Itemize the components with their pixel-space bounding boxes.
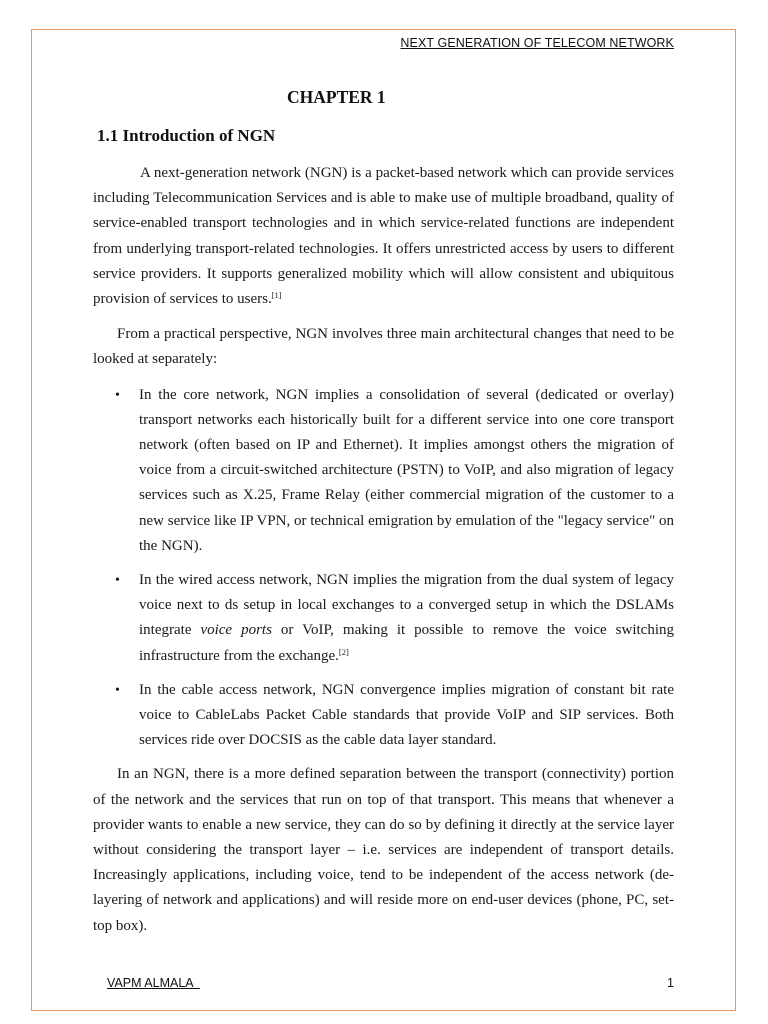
voice-ports-emphasis: voice ports — [200, 622, 272, 639]
bullet-marker: • — [115, 682, 120, 698]
running-header: NEXT GENERATION OF TELECOM NETWORK — [400, 36, 674, 50]
list-item — [93, 568, 674, 669]
intro-text: A next-generation network (NGN) is a packet-based network which can provide services including Telecommunication Services and is able to make use of multiple broadband, quality of service-enabled transport technologies and in which service-related functions are independent from underlying transport-related technologies. It offers unrestricted access by users to different service providers. It supports generalized mobility which will allow consistent and ubiquitous provision of services to users. — [93, 165, 674, 308]
list-item — [93, 383, 674, 559]
practical-paragraph: From a practical perspective, NGN involves three main architectural changes that need to be looked at separately: — [93, 326, 674, 368]
core-network-text: In the core network, NGN implies a consolidation of several (dedicated or overlay) transport networks each historically built for a different service into one core transport network (often based on IP and Ethernet). It implies amongst others the migration of voice from a circuit-switched architecture (PSTN) to VoIP, and also migration of legacy services such as X.25, Frame Relay (either commercial migration of the customer to a new service like IP VPN, or technical emigration by emulation of the "legacy service" on the NGN). — [139, 386, 674, 554]
intro-paragraph — [93, 161, 674, 312]
architecture-changes-list — [93, 383, 674, 754]
section-heading: 1.1 Introduction of NGN — [97, 126, 276, 145]
wired-access-text: In the wired access network, NGN implies the migration from the dual system of legacy voice next to ds setup in local exchanges to a converged setup in which the DSLAMs integrate — [139, 572, 674, 639]
citation-ref-1[interactable]: [1] — [271, 290, 282, 301]
separation-paragraph: In an NGN, there is a more defined separation between the transport (connectivity) portion of the network and the services that run on top of that transport. This means that whenever a provider wants to enable a new service, they can do so by defining it directly at the service layer without considering the transport layer – i.e. services are independent of transport details. Increasingly applications, including voice, tend to be independent of the access network (de-layering of network and applications) and will reside more on end-user devices (phone, PC, set-top box). — [93, 766, 674, 934]
wired-access-text-end: or VoIP, making it possible to remove the voice switching infrastructure from the exchange. — [139, 622, 675, 664]
bullet-marker: • — [115, 573, 120, 589]
footer-author: VAPM ALMALA — [107, 976, 200, 990]
page-number: 1 — [667, 976, 674, 990]
citation-ref-2[interactable]: [2] — [338, 646, 349, 657]
cable-access-text: In the cable access network, NGN convergence implies migration of constant bit rate voice to CableLabs Packet Cable standards that provide VoIP and SIP services. Both services ride over DOCSIS as the cable data layer standard. — [139, 681, 674, 749]
bullet-marker: • — [115, 387, 120, 403]
list-item — [93, 678, 674, 754]
chapter-heading: CHAPTER 1 — [287, 87, 386, 107]
body-content — [93, 161, 674, 939]
